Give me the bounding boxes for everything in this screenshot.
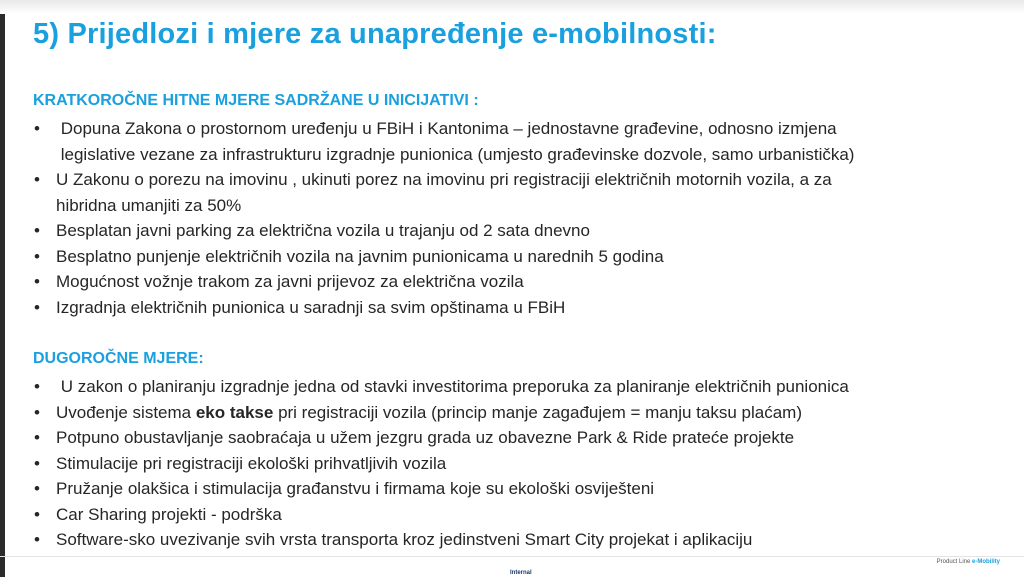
list-item [30, 502, 1004, 528]
bullet-icon: • [34, 504, 40, 524]
list-item [30, 116, 1004, 167]
footer-brand-accent: e-Mobility [972, 559, 1000, 565]
list-item [30, 269, 1004, 295]
list-item-text [56, 403, 802, 422]
bullet-icon: • [34, 479, 40, 498]
list-item-text: Izgradnja električnih punionica u saradnji sa svim opštinama u FBiH [56, 297, 566, 317]
list-item [30, 527, 1004, 553]
screen-left-edge [0, 0, 5, 577]
bullet-icon: • [34, 246, 40, 266]
eco-tax-bold: eko takse [195, 402, 274, 422]
list-item-text: Car Sharing projekti - podrška [56, 504, 282, 524]
list-item [30, 400, 1004, 426]
eco-tax-prefix: Uvođenje sistema [56, 402, 196, 422]
bullet-icon: • [34, 119, 40, 138]
list-item-text: Software-sko uvezivanje svih vrsta transporta kroz jedinstveni Smart City projekat i aplikaciju [56, 530, 753, 549]
list-item [30, 167, 1004, 218]
bullet-icon: • [34, 272, 40, 291]
list-item-text: U zakon o planiranju izgradnje jedna od stavki investitorima preporuka za planiranje električnih punionica [56, 377, 849, 396]
slide-title: 5) Prijedlozi i mjere za unapređenje e-mobilnosti: [33, 18, 717, 50]
bullet-icon: • [34, 377, 40, 396]
list-item-text: Mogućnost vožnje trakom za javni prijevoz za električna vozila [56, 272, 524, 291]
bullet-icon: • [34, 428, 40, 447]
long-term-heading: DUGOROČNE MJERE: [33, 350, 204, 367]
list-item-text: Besplatno punjenje električnih vozila na javnim punionicama u narednih 5 godina [56, 246, 664, 266]
bullet-icon: • [34, 402, 40, 422]
list-item-text: Dopuna Zakona o prostornom uređenju u FBiH i Kantonima – jednostavne građevine, odnosno izmjena legislative vezane za infrastrukturu izgradnje punionica (umjesto građevinske dozvole, samo urbanistička) [60, 119, 855, 164]
footer-brand [937, 559, 1000, 565]
slide-top-shade [0, 0, 1024, 14]
list-item [30, 476, 1004, 502]
bullet-icon: • [34, 453, 40, 473]
list-item-text: Stimulacije pri registraciji ekološki prihvatljivih vozila [56, 453, 447, 473]
list-item [30, 374, 1004, 400]
list-item-text: Besplatan javni parking za električna vozila u trajanju od 2 sata dnevno [56, 221, 590, 240]
short-term-list [30, 116, 1004, 320]
long-term-list [30, 374, 1004, 553]
list-item [30, 244, 1004, 270]
list-item-text: U Zakonu o porezu na imovinu , ukinuti porez na imovinu pri registraciji električnih motornih vozila, a za hibridna umanjiti za 50% [56, 170, 832, 215]
eco-tax-suffix: pri registraciji vozila (princip manje zagađujem = manju taksu plaćam) [273, 402, 802, 422]
list-item [30, 451, 1004, 477]
list-item [30, 425, 1004, 451]
bullet-icon: • [34, 221, 40, 240]
bullet-icon: • [34, 297, 40, 317]
list-item-text: Pružanje olakšica i stimulacija građanstvu i firmama koje su ekološki osviješteni [56, 479, 655, 498]
list-item [30, 218, 1004, 244]
bullet-icon: • [34, 530, 40, 549]
footer-divider [0, 556, 1024, 557]
list-item [30, 295, 1004, 321]
list-item-text: Potpuno obustavljanje saobraćaja u užem jezgru grada uz obavezne Park & Ride prateće projekte [56, 428, 795, 447]
short-term-heading: KRATKOROČNE HITNE MJERE SADRŽANE U INICIJATIVI : [33, 92, 479, 109]
footer-brand-prefix: Product Line [936, 559, 972, 565]
footer-classification: Internal [510, 570, 532, 576]
bullet-icon: • [34, 170, 40, 189]
